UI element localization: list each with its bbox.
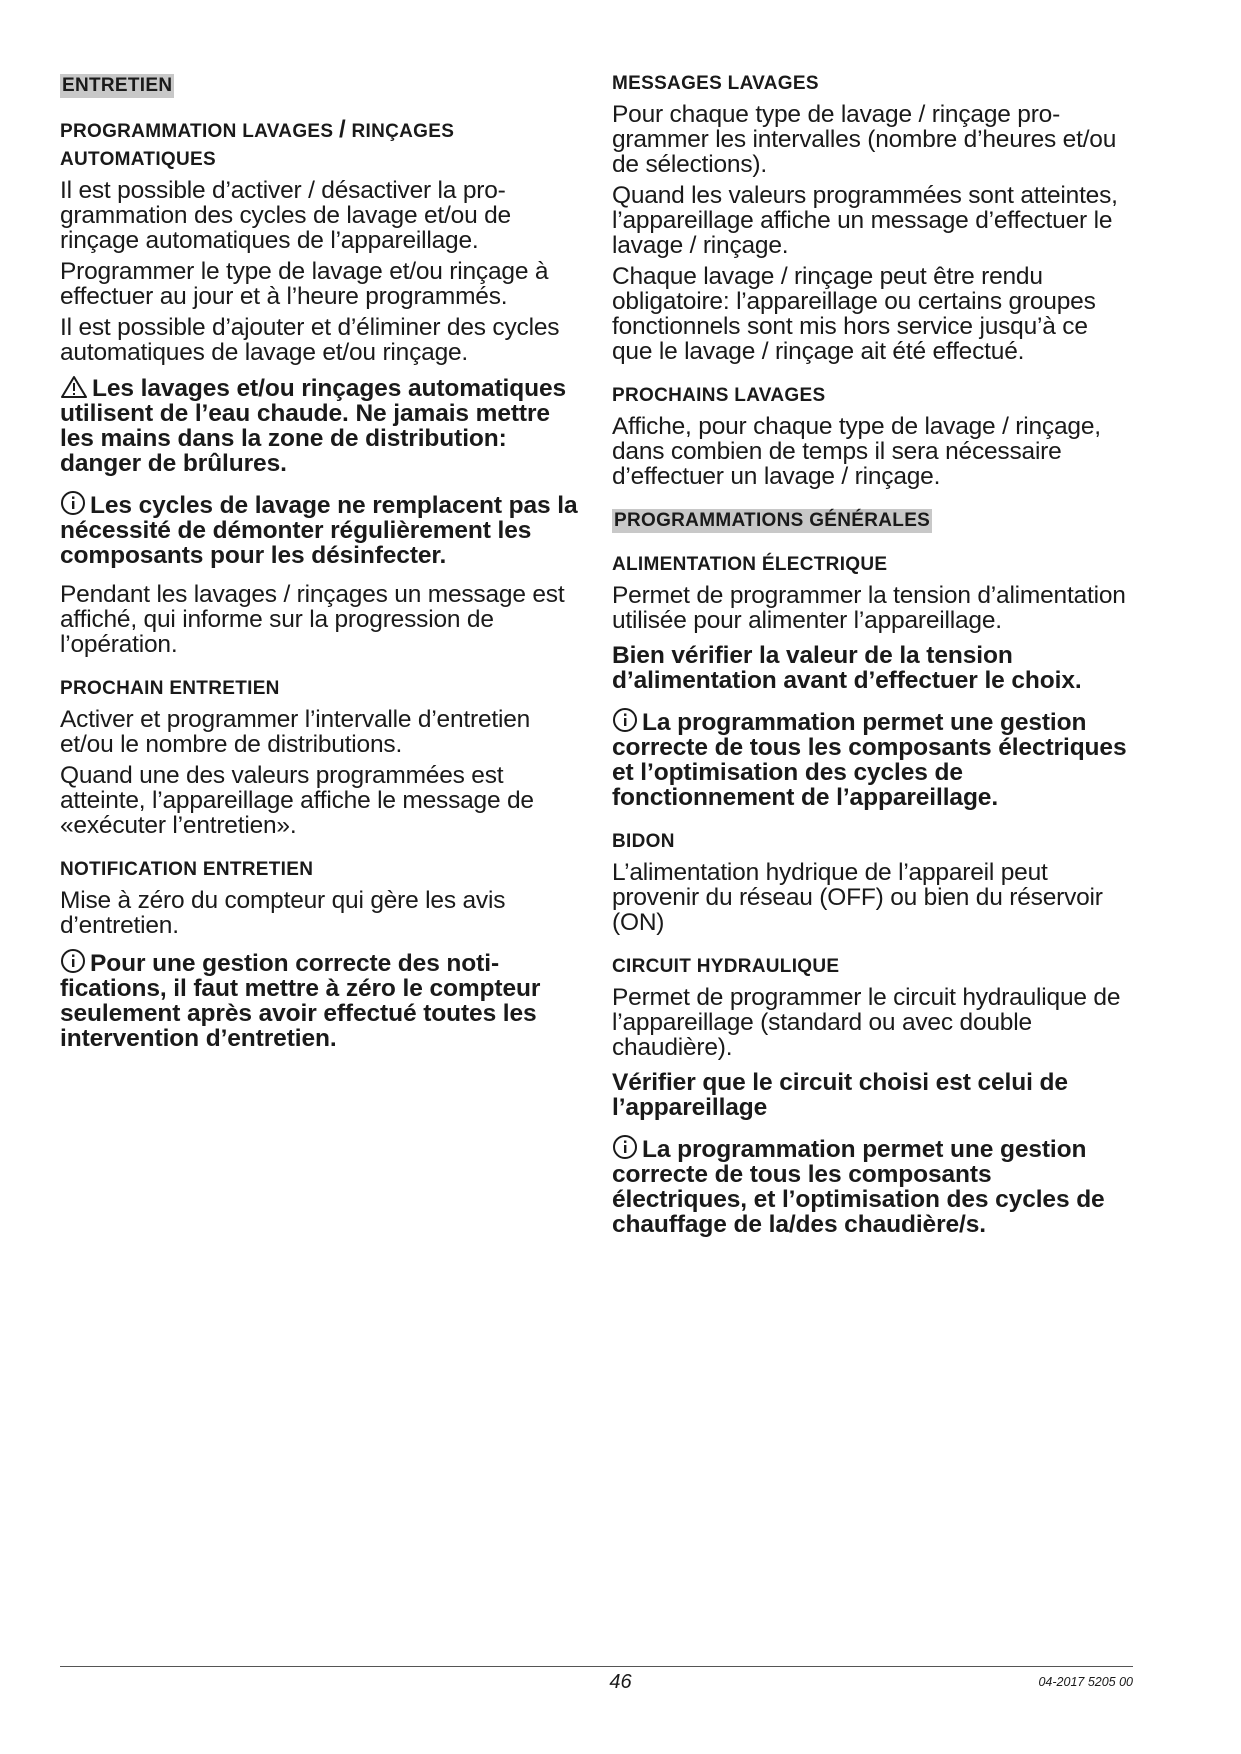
- info-circle-icon: [612, 1134, 638, 1160]
- info-circle-icon: [60, 490, 86, 516]
- paragraph: Quand les valeurs programmées sont atteintes, l’appareillage affiche un message d’effectuer le lavage / rinçage.: [612, 182, 1118, 259]
- document-code: 04-2017 5205 00: [1038, 1675, 1133, 1689]
- subheading-notification-entretien: NOTIFICATION ENTRETIEN: [60, 859, 314, 880]
- subheading-messages-lavages: MESSAGES LAVAGES: [612, 73, 819, 94]
- paragraph: Pendant les lavages / rinçages un message est affiché, qui informe sur la progression de l’opération.: [60, 581, 565, 658]
- warning-note: Les lavages et/ou rinçages automatiques utilisent de l’eau chaude. Ne jamais mettre les mains dans la zone de distribution: danger de brûlures.: [60, 375, 567, 477]
- info-note: La programmation permet une gestion correcte de tous les composants électriques, et l’optimisation des cycles de chauffage de la/des chaudière/s.: [612, 1136, 1105, 1238]
- paragraph: Affiche, pour chaque type de lavage / rinçage, dans combien de temps il sera nécessaire d’effectuer un lavage / rinçage.: [612, 413, 1101, 490]
- info-circle-icon: [612, 707, 638, 733]
- paragraph: L’alimentation hydrique de l’appareil peut provenir du réseau (OFF) ou bien du réservoir (ON): [612, 859, 1103, 936]
- subheading-programmation-lavages: PROGRAMMATION LAVAGES / RINÇAGES AUTOMATIQUES: [60, 116, 455, 170]
- info-note: Les cycles de lavage ne remplacent pas la nécessité de démonter régulièrement les composants pour les désinfecter.: [60, 492, 578, 569]
- bold-note: Vérifier que le circuit choisi est celui de l’appareillage: [612, 1069, 1068, 1121]
- paragraph: Pour chaque type de lavage / rinçage programmer les intervalles (nombre d’heures et/ou de sélections).: [612, 101, 1117, 178]
- subheading-alimentation-electrique: ALIMENTATION ÉLECTRIQUE: [612, 554, 888, 575]
- left-column: [60, 70, 580, 1065]
- bold-note: Bien vérifier la valeur de la tension d’alimentation avant d’effectuer le choix.: [612, 642, 1082, 694]
- paragraph: Il est possible d’activer / désactiver la programmation des cycles de lavage et/ou de rinçage automatiques de l’appareillage.: [60, 177, 511, 254]
- paragraph: Chaque lavage / rinçage peut être rendu obligatoire: l’appareillage ou certains groupes fonctionnels sont mis hors service jusqu’à ce que le lavage / rinçage ait été effectué.: [612, 263, 1096, 365]
- section-heading-programmations-generales: PROGRAMMATIONS GÉNÉRALES: [614, 510, 931, 531]
- right-column: [612, 70, 1132, 1251]
- paragraph: Programmer le type de lavage et/ou rinçage à effectuer au jour et à l’heure programmés.: [60, 258, 549, 310]
- subheading-circuit-hydraulique: CIRCUIT HYDRAULIQUE: [612, 956, 840, 977]
- subheading-prochain-entretien: PROCHAIN ENTRETIEN: [60, 678, 280, 699]
- page-number: 46: [609, 1671, 632, 1693]
- paragraph: Activer et programmer l’intervalle d’entretien et/ou le nombre de distributions.: [60, 706, 531, 758]
- subheading-prochains-lavages: PROCHAINS LAVAGES: [612, 385, 826, 406]
- paragraph: Il est possible d’ajouter et d’éliminer des cycles automatiques de lavage et/ou rinçage.: [60, 314, 560, 366]
- paragraph: Permet de programmer le circuit hydraulique de l’appareillage (standard ou avec double chaudière).: [612, 984, 1121, 1061]
- info-note: Pour une gestion correcte des notifications, il faut mettre à zéro le compteur seulement après avoir effectué toutes les intervention d’entretien.: [60, 950, 541, 1052]
- paragraph: Mise à zéro du compteur qui gère les avis d’entretien.: [60, 887, 506, 939]
- footer-divider: [60, 1666, 1133, 1667]
- paragraph: Quand une des valeurs programmées est atteinte, l’appareillage affiche le message de «exécuter l’entretien».: [60, 762, 534, 839]
- warning-triangle-icon: [60, 375, 88, 399]
- info-note: La programmation permet une gestion correcte de tous les composants électriques et l’optimisation des cycles de fonctionnement de l’appareillage.: [612, 709, 1127, 811]
- section-heading-entretien: ENTRETIEN: [62, 75, 173, 96]
- subheading-bidon: BIDON: [612, 831, 675, 852]
- paragraph: Permet de programmer la tension d’alimentation utilisée pour alimenter l’appareillage.: [612, 582, 1126, 634]
- info-circle-icon: [60, 948, 86, 974]
